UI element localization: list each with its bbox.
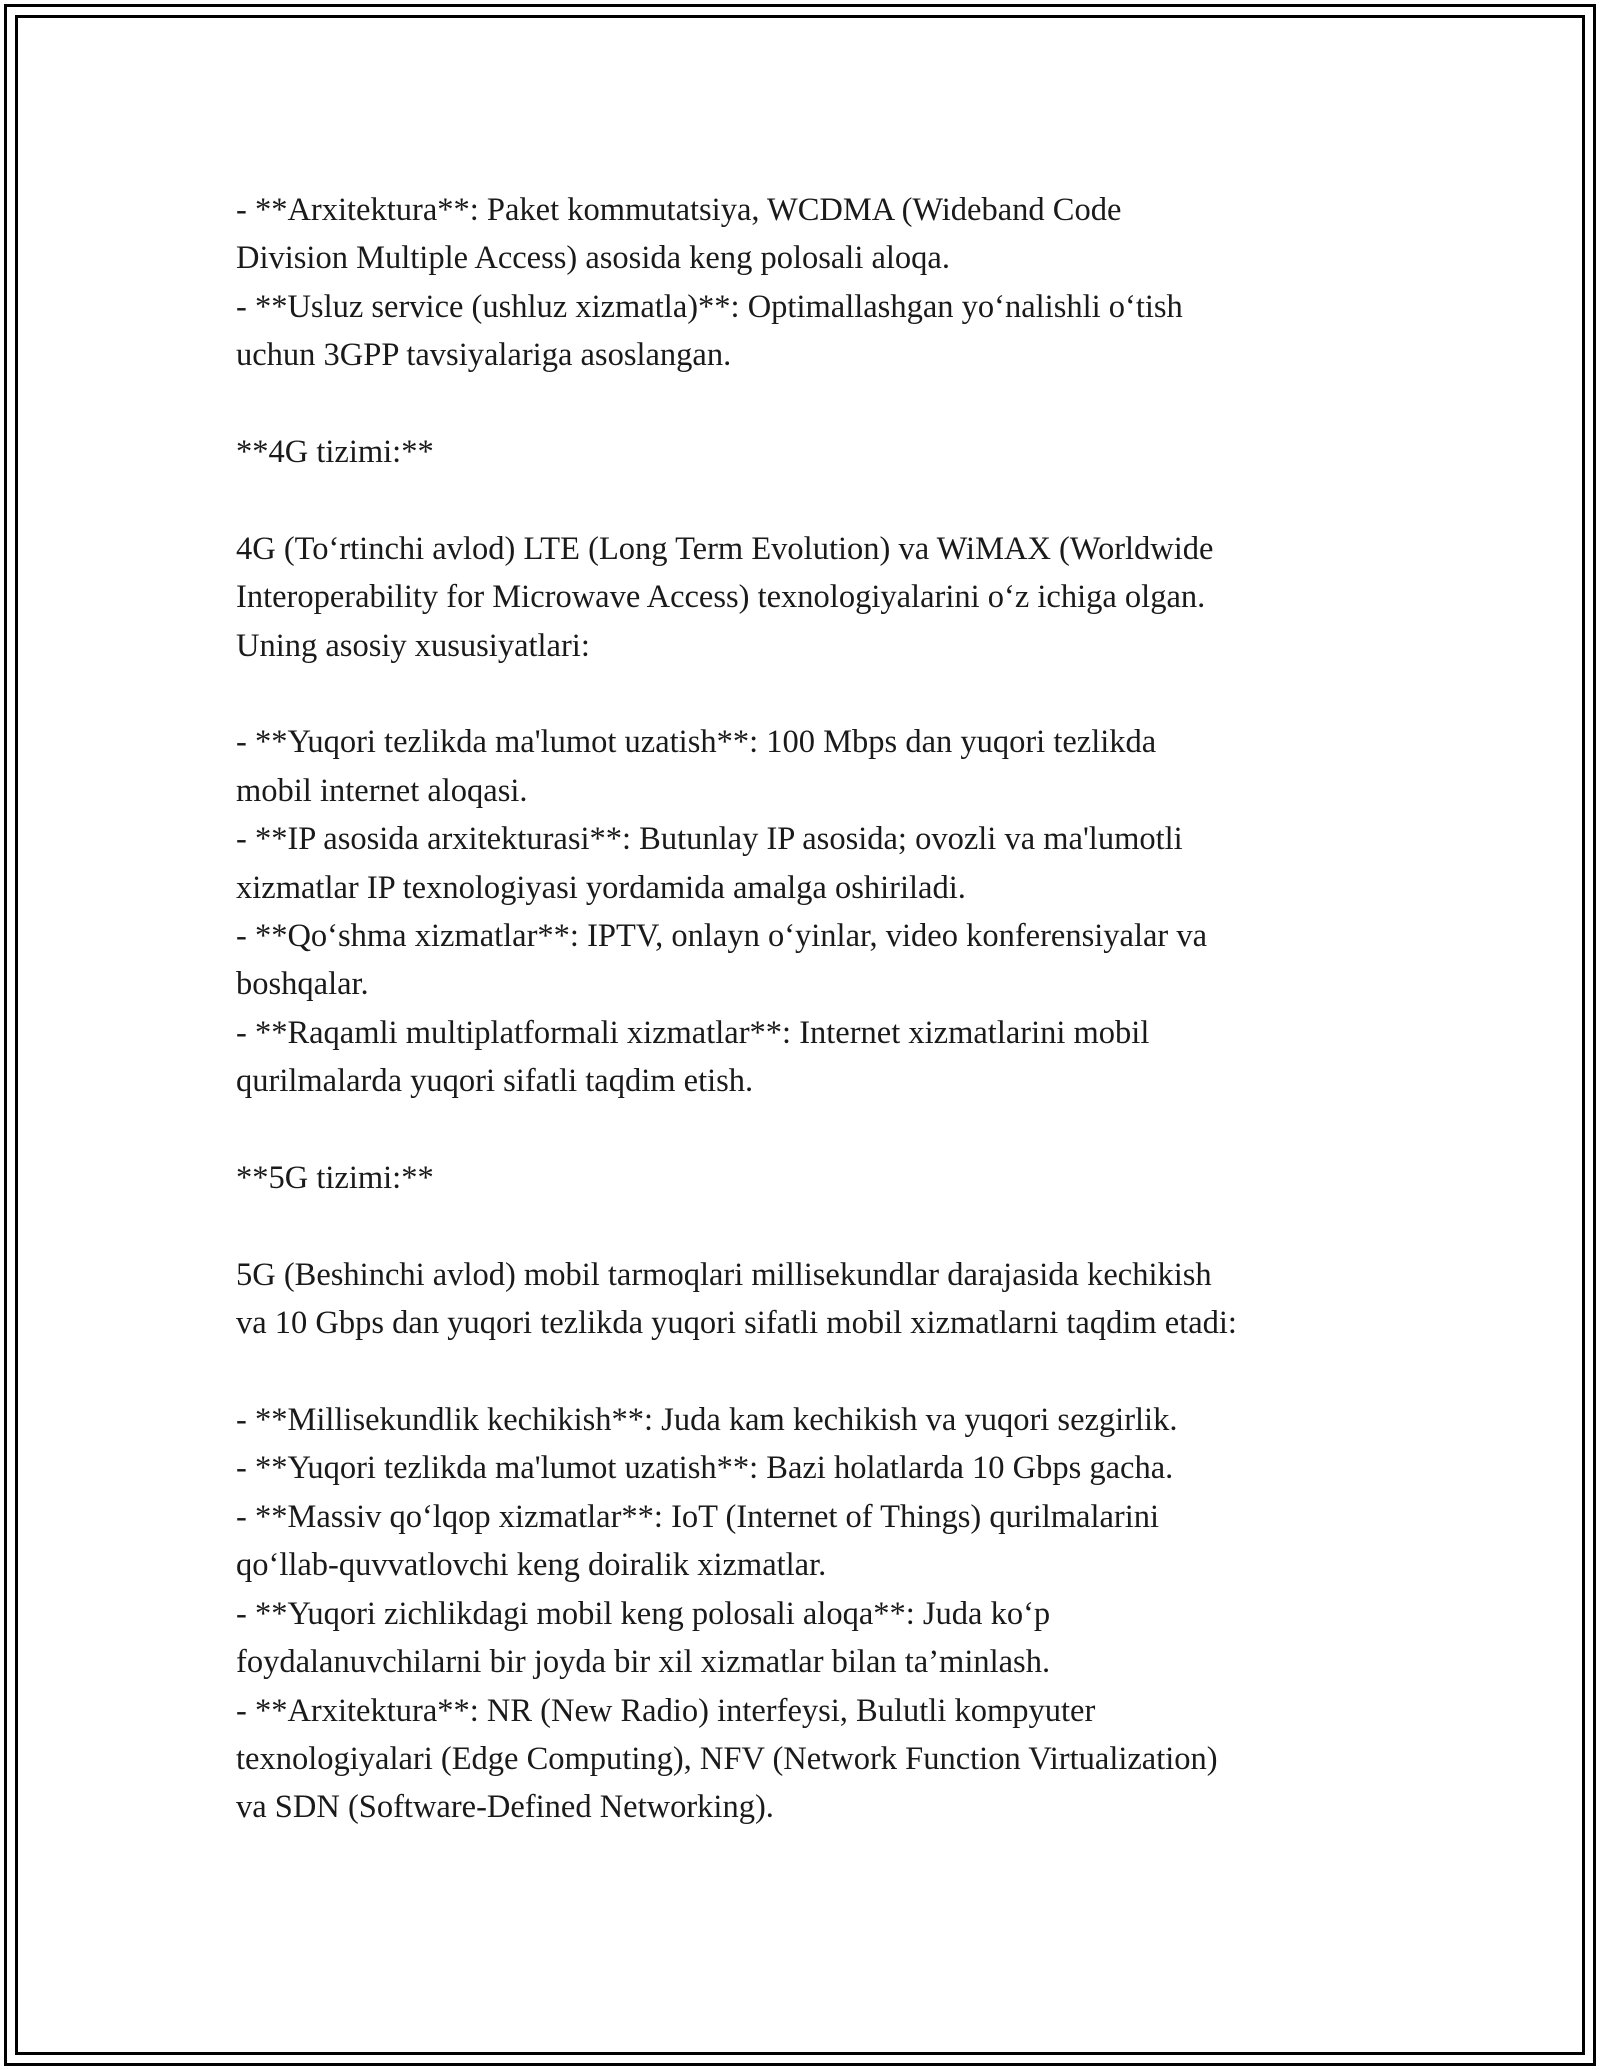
list-4g-features: - **Yuqori tezlikda ma'lumot uzatish**: 100 Mbps dan yuqori tezlikda mobil internet aloqasi. - **IP asosida arxitekturasi**: Butunlay IP asosida; ovozli va ma'lumotli xizmatlar IP texnologiyasi yordamida amalga oshiriladi. - **Qo‘shma xizmatlar**: IPTV, onlayn o‘yinlar, video konferensiyalar va boshqalar. - **Raqamli multiplatformali xizmatlar**: Internet xizmatlarini mobil qurilmalarda yuqori sifatli taqdim etish. bbox=[236, 724, 1208, 1100]
list-5g-features: - **Millisekundlik kechikish**: Juda kam kechikish va yuqori sezgirlik. - **Yuqori tezlikda ma'lumot uzatish**: Bazi holatlarda 10 Gbps gacha. - **Massiv qo‘lqop xizmatlar**: IoT (Internet of Things) qurilmalarini qo‘llab-quvvatlovchi keng doiralik xizmatlar. - **Yuqori zichlikdagi mobil keng polosali aloqa**: Juda ko‘p foydalanuvchilarni bir joyda bir xil xizmatlar bilan ta’minlash. - **Arxitektura**: NR (New Radio) interfeysi, Bulutli kompyuter texnologiyalari (Edge Computing), NFV (Network Function Virtualization) va SDN (Software-Defined Networking). bbox=[236, 1402, 1218, 1826]
paragraph-3g-architecture: - **Arxitektura**: Paket kommutatsiya, WCDMA (Wideband Code Division Multiple Access) asosida keng polosali aloqa. - **Usluz service (ushluz xizmatla)**: Optimallashgan yo‘nalishli o‘tish uchun 3GPP tavsiyalariga asoslangan. bbox=[236, 192, 1183, 374]
heading-4g-system: **4G tizimi:** bbox=[236, 434, 434, 471]
document-body bbox=[236, 186, 1386, 1832]
paragraph-4g-intro: 4G (To‘rtinchi avlod) LTE (Long Term Evolution) va WiMAX (Worldwide Interoperability for Microwave Access) texnologiyalarini o‘z ichiga olgan. Uning asosiy xususiyatlari: bbox=[236, 530, 1214, 664]
paragraph-5g-intro: 5G (Beshinchi avlod) mobil tarmoqlari millisekundlar darajasida kechikish va 10 Gbps dan yuqori tezlikda yuqori sifatli mobil xizmatlarni taqdim etadi: bbox=[236, 1256, 1237, 1342]
heading-5g-system: **5G tizimi:** bbox=[236, 1160, 434, 1197]
